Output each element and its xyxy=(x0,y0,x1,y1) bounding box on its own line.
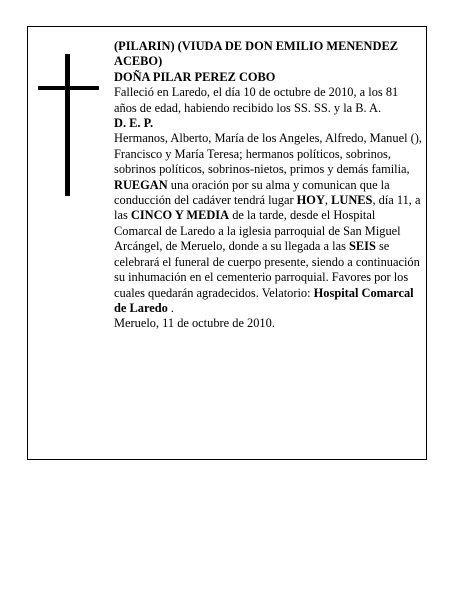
place-date: Meruelo, 11 de octubre de 2010. xyxy=(114,316,275,331)
nickname: (PILARIN) (VIUDA DE DON EMILIO MENENDEZ ACEBO) xyxy=(114,39,398,69)
request-text-2: , xyxy=(324,193,332,208)
family-list: Hermanos, Alberto, María de los Angeles, Alfredo, Manuel (), Francisco y María Teresa; hermanos políticos, sobrinos, sobrinos políticos, sobrinos-nietos, primos y demás familia, xyxy=(114,131,422,177)
wake-place: Hospital Comarcal de Laredo xyxy=(114,285,414,315)
death-info: Falleció en Laredo, el día 10 de octubre de 2010, a los 81 años de edad, habiendo recibido los SS. SS. y la B. A. xyxy=(114,85,399,115)
cross-icon-bar xyxy=(38,86,99,90)
hour: CINCO Y MEDIA xyxy=(130,208,230,223)
ruegan: RUEGAN xyxy=(114,177,168,192)
request-text-4: de la tarde, desde el Hospital Comarcal de Laredo a la iglesia parroquial de San Miguel Arcángel, de Meruelo, donde a su llegada a las xyxy=(114,208,401,254)
request-text-1: una oración por su alma y comunican que la conducción del cadáver tendrá lugar xyxy=(114,177,390,208)
deceased-name: DOÑA PILAR PEREZ COBO xyxy=(114,69,276,84)
cross-icon xyxy=(65,54,70,196)
request-text-3: , día 11, a las xyxy=(114,193,421,223)
request-text-5: se celebrará el funeral de cuerpo presente, siendo a continuación su inhumación en el cementerio parroquial. Favores por los cuales quedarán agradecidos. Velatorio: xyxy=(114,239,420,300)
rip: D. E. P. xyxy=(114,116,154,131)
request-paragraph xyxy=(114,178,422,317)
obituary-text xyxy=(114,39,422,332)
funeral-hour: SEIS xyxy=(349,239,376,254)
today: HOY xyxy=(296,193,325,208)
request-text-6: . xyxy=(167,300,175,315)
weekday: LUNES xyxy=(331,193,373,208)
